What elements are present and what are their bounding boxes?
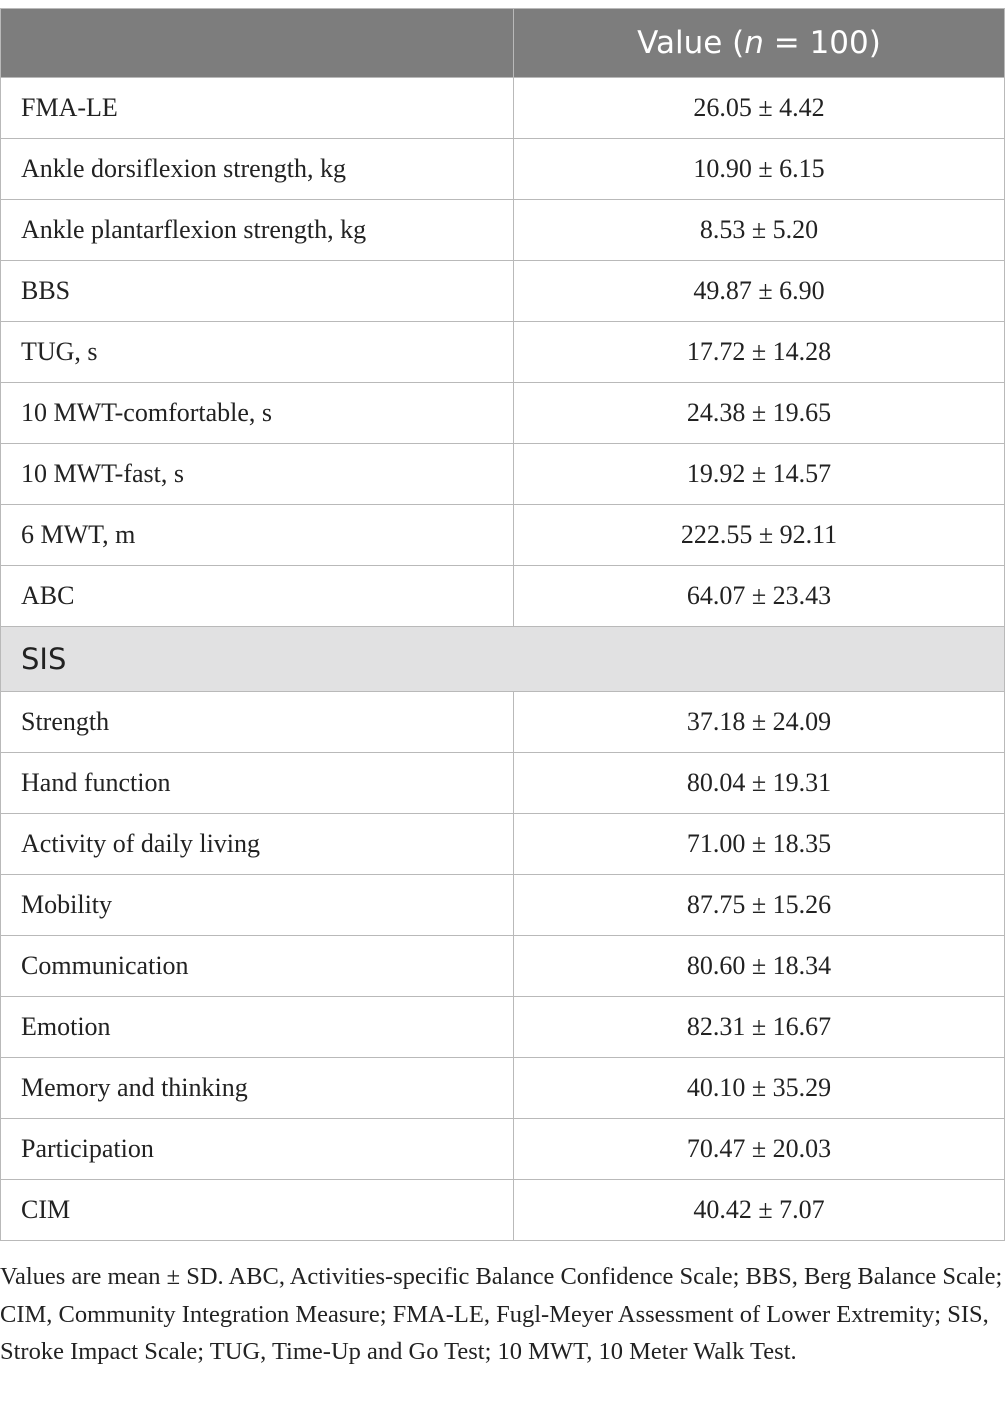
row-label: Memory and thinking [1, 1058, 514, 1119]
table-row [1, 814, 1005, 875]
table-row [1, 1180, 1005, 1241]
row-value: 24.38 ± 19.65 [514, 383, 1005, 444]
row-label: 10 MWT-fast, s [1, 444, 514, 505]
row-value: 10.90 ± 6.15 [514, 139, 1005, 200]
table-row [1, 1058, 1005, 1119]
table-row [1, 566, 1005, 627]
table-row [1, 875, 1005, 936]
row-value: 82.31 ± 16.67 [514, 997, 1005, 1058]
row-value: 71.00 ± 18.35 [514, 814, 1005, 875]
row-value: 40.42 ± 7.07 [514, 1180, 1005, 1241]
row-value: 40.10 ± 35.29 [514, 1058, 1005, 1119]
header-n-label: n [744, 25, 764, 61]
data-table-container [0, 8, 1005, 1241]
row-label: Ankle plantarflexion strength, kg [1, 200, 514, 261]
table-row [1, 1119, 1005, 1180]
table-row [1, 200, 1005, 261]
row-label: Communication [1, 936, 514, 997]
row-value: 222.55 ± 92.11 [514, 505, 1005, 566]
row-value: 64.07 ± 23.43 [514, 566, 1005, 627]
table-row [1, 78, 1005, 139]
header-measure-cell [1, 9, 514, 78]
row-label: Participation [1, 1119, 514, 1180]
row-label: FMA-LE [1, 78, 514, 139]
header-value-label: Value ( [637, 25, 745, 61]
row-label: ABC [1, 566, 514, 627]
row-value: 70.47 ± 20.03 [514, 1119, 1005, 1180]
table-row [1, 997, 1005, 1058]
section-title: SIS [1, 627, 1005, 692]
row-label: 10 MWT-comfortable, s [1, 383, 514, 444]
section-header-row [1, 627, 1005, 692]
row-value: 80.04 ± 19.31 [514, 753, 1005, 814]
table-header-row [1, 9, 1005, 78]
row-value: 87.75 ± 15.26 [514, 875, 1005, 936]
row-label: Ankle dorsiflexion strength, kg [1, 139, 514, 200]
header-value-cell [514, 9, 1005, 78]
row-value: 37.18 ± 24.09 [514, 692, 1005, 753]
row-label: Strength [1, 692, 514, 753]
table-row [1, 505, 1005, 566]
table-footnote: Values are mean ± SD. ABC, Activities-specific Balance Confidence Scale; BBS, Berg Balance Scale; CIM, Community Integration Measure; FMA-LE, Fugl-Meyer Assessment of Lower Extremity; SIS, Stroke Impact Scale; TUG, Time-Up and Go Test; 10 MWT, 10 Meter Walk Test. [0, 1263, 1003, 1365]
row-label: Activity of daily living [1, 814, 514, 875]
row-label: Mobility [1, 875, 514, 936]
table-row [1, 753, 1005, 814]
table-row [1, 383, 1005, 444]
table-row [1, 444, 1005, 505]
row-value: 19.92 ± 14.57 [514, 444, 1005, 505]
row-label: TUG, s [1, 322, 514, 383]
table-row [1, 692, 1005, 753]
row-value: 80.60 ± 18.34 [514, 936, 1005, 997]
table-row [1, 322, 1005, 383]
row-value: 49.87 ± 6.90 [514, 261, 1005, 322]
table-row [1, 936, 1005, 997]
row-label: Hand function [1, 753, 514, 814]
row-value: 17.72 ± 14.28 [514, 322, 1005, 383]
row-label: CIM [1, 1180, 514, 1241]
header-n-rest: = 100) [763, 25, 881, 61]
table-row [1, 139, 1005, 200]
table-row [1, 261, 1005, 322]
measures-table [0, 8, 1005, 1241]
row-value: 8.53 ± 5.20 [514, 200, 1005, 261]
row-label: Emotion [1, 997, 514, 1058]
row-label: BBS [1, 261, 514, 322]
row-value: 26.05 ± 4.42 [514, 78, 1005, 139]
row-label: 6 MWT, m [1, 505, 514, 566]
